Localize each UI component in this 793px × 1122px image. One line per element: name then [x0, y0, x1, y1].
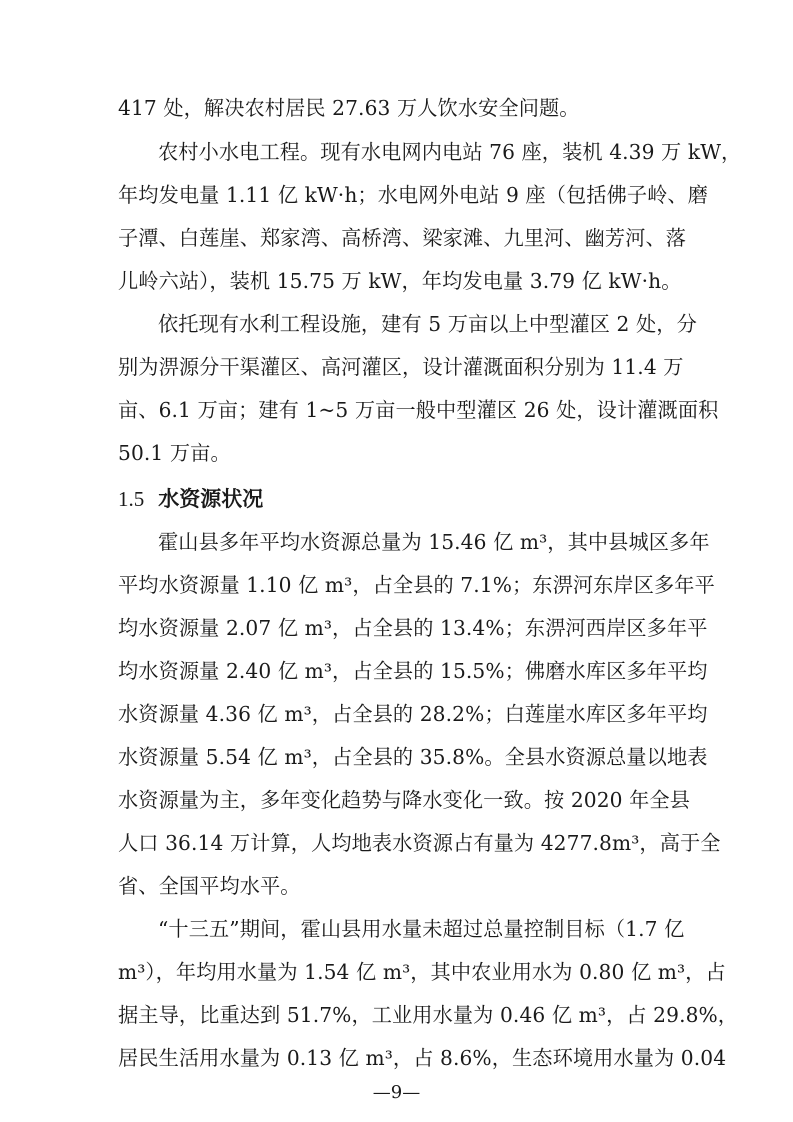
section-title: 水资源状况 [158, 487, 264, 511]
paragraph-line: 水资源量为主，多年变化趋势与降水变化一致。按 2020 年全县 [118, 788, 690, 812]
paragraph-line: 50.1 万亩。 [118, 441, 231, 465]
paragraph-line: 农村小水电工程。现有水电网内电站 76 座，装机 4.39 万 kW， [158, 140, 742, 164]
paragraph-line: m³），年均用水量为 1.54 亿 m³，其中农业用水为 0.80 亿 m³，占 [118, 960, 726, 984]
paragraph-line: 省、全国平均水平。 [118, 874, 301, 898]
paragraph-line: 儿岭六站），装机 15.75 万 kW，年均发电量 3.79 亿 kW·h。 [118, 269, 682, 293]
paragraph-line: 亩、6.1 万亩；建有 1~5 万亩一般中型灌区 26 处，设计灌溉面积 [118, 398, 719, 422]
paragraph-line: 均水资源量 2.40 亿 m³，占全县的 15.5%；佛磨水库区多年平均 [118, 659, 708, 683]
paragraph-line: 417 处，解决农村居民 27.63 万人饮水安全问题。 [118, 96, 580, 120]
paragraph-line: 据主导，比重达到 51.7%，工业用水量为 0.46 亿 m³，占 29.8%， [118, 1003, 739, 1027]
paragraph-line: 别为淠源分干渠灌区、高河灌区，设计灌溉面积分别为 11.4 万 [118, 355, 684, 379]
page-number: —9— [372, 1082, 421, 1103]
paragraph-line: “十三五”期间，霍山县用水量未超过总量控制目标（1.7 亿 [158, 917, 685, 941]
paragraph-line: 平均水资源量 1.10 亿 m³，占全县的 7.1%；东淠河东岸区多年平 [118, 573, 715, 597]
paragraph-line: 均水资源量 2.07 亿 m³，占全县的 13.4%；东淠河西岸区多年平 [118, 616, 708, 640]
section-heading [118, 487, 263, 511]
paragraph-line: 水资源量 5.54 亿 m³，占全县的 35.8%。全县水资源总量以地表 [118, 745, 708, 769]
section-number: 1.5 [118, 487, 145, 511]
paragraph-line: 子潭、白莲崖、郑家湾、高桥湾、梁家滩、九里河、幽芳河、落 [118, 226, 687, 250]
paragraph-line: 年均发电量 1.11 亿 kW·h；水电网外电站 9 座（包括佛子岭、磨 [118, 183, 709, 207]
paragraph-line: 依托现有水利工程设施，建有 5 万亩以上中型灌区 2 处，分 [158, 312, 697, 336]
paragraph-line: 水资源量 4.36 亿 m³，占全县的 28.2%；白莲崖水库区多年平均 [118, 702, 708, 726]
paragraph-line: 人口 36.14 万计算，人均地表水资源占有量为 4277.8m³，高于全 [118, 831, 721, 855]
paragraph-line: 霍山县多年平均水资源总量为 15.46 亿 m³，其中县城区多年 [158, 530, 710, 554]
paragraph-line: 居民生活用水量为 0.13 亿 m³，占 8.6%，生态环境用水量为 0.04 [118, 1046, 727, 1070]
